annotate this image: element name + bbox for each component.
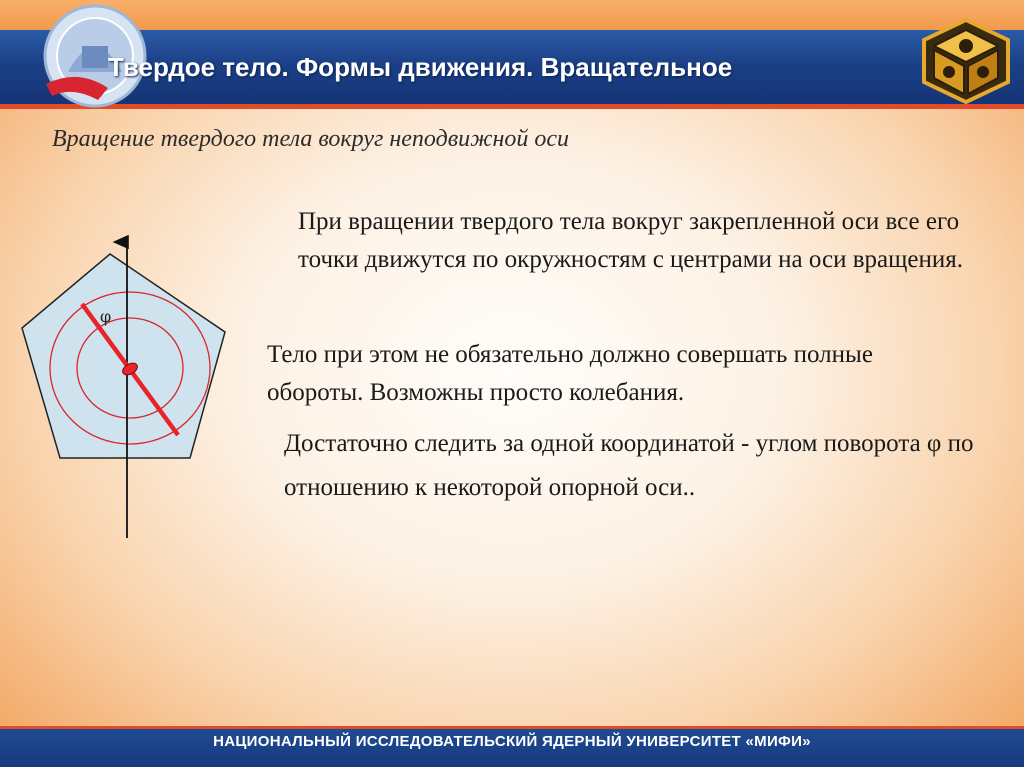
paragraph-oscillation: Тело при этом не обязательно должно совершать полные обороты. Возможны просто колебания.: [267, 341, 873, 406]
rotation-diagram: [18, 232, 238, 544]
pentagon-body: [22, 254, 225, 458]
top-band: [0, 0, 1024, 30]
angle-label: φ: [100, 307, 112, 326]
title-stripe: [0, 104, 1024, 109]
paragraph-axis-rotation: При вращении твердого тела вокруг закрепленной оси все его точки движутся по окружностям с центрами на оси вращения.: [298, 208, 964, 273]
footer-text: НАЦИОНАЛЬНЫЙ ИССЛЕДОВАТЕЛЬСКИЙ ЯДЕРНЫЙ УНИВЕРСИТЕТ «МИФИ»: [213, 733, 811, 750]
cube-logo-icon: [920, 16, 1012, 106]
slide-subtitle: Вращение твердого тела вокруг неподвижной оси: [52, 126, 570, 152]
slide-title: Твердое тело. Формы движения. Вращательное: [108, 52, 733, 82]
paragraph-angle-coordinate: Достаточно следить за одной координатой - углом поворота φ по отношению к некоторой опорной оси..: [284, 430, 974, 501]
